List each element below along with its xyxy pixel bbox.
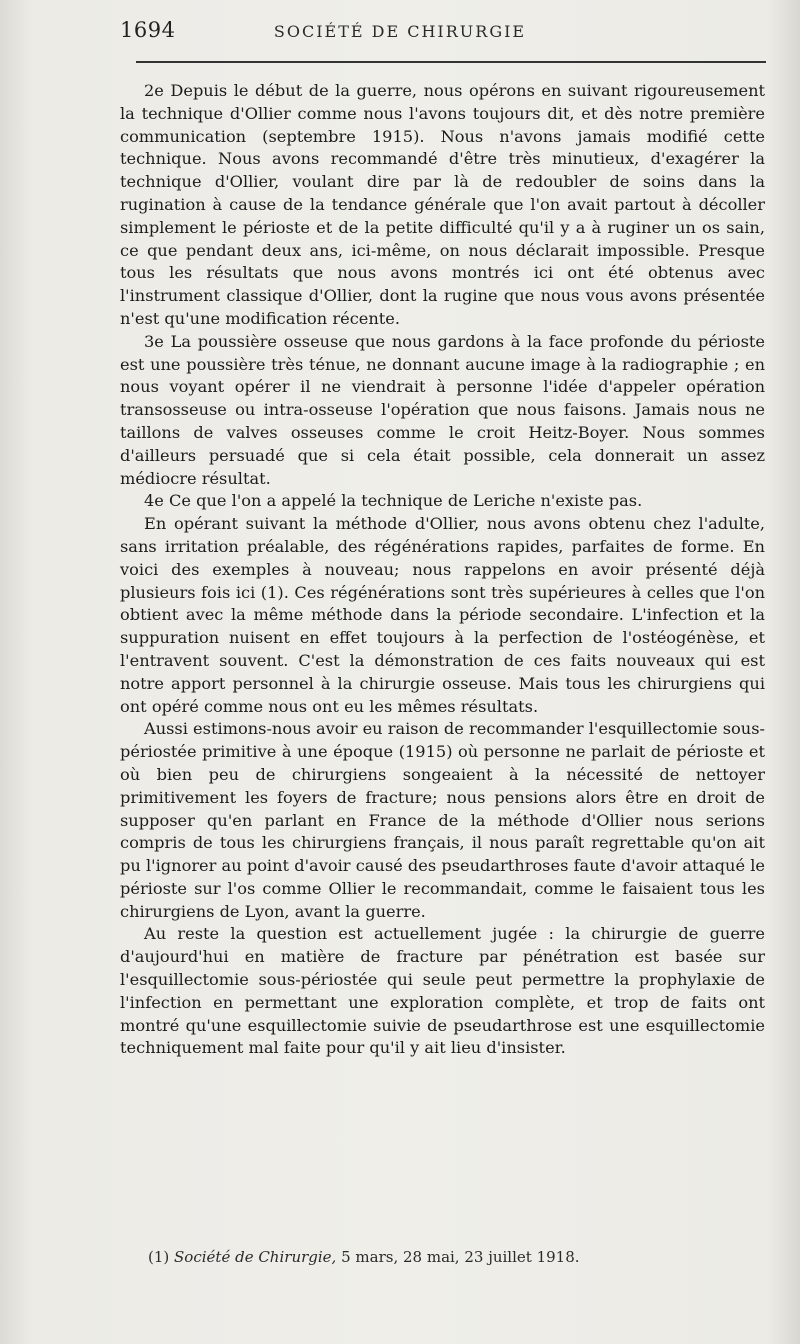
paragraph-point-2: 2e Depuis le début de la guerre, nous opérons en suivant rigoureusement la technique d'Ollier comme nous l'avons toujours dit, et dès notre première communication (septembre 1915). Nous n'avons jamais modifié cette technique. Nous avons recommandé d'être très minutieux, d'exagérer la technique d'Ollier, voulant dire par là de redoubler de soins dans la rugination à cause de la tendance générale que l'on avait partout à décoller simplement le périoste et de la petite difficulté qu'il y a à ruginer un os sain, ce que pendant deux ans, ici-même, on nous déclarait impossible. Presque tous les résultats que nous avons montrés ici ont été obtenus avec l'instrument classique d'Ollier, dont la rugine que nous vous avons présentée n'est qu'une modification récente.: [120, 81, 765, 328]
paragraph-conclusion: Au reste la question est actuellement jugée : la chirurgie de guerre d'aujourd'hui en matière de fracture par pénétration est basée sur l'esquillectomie sous-périostée qui seule peut permettre la prophylaxie de l'infection en permettant une exploration complète, et trop de faits ont montré qu'une esquillectomie suivie de pseudarthrose est une esquillectomie techniquement mal faite pour qu'il y ait lieu d'insister.: [120, 924, 765, 1058]
page-number: 1694: [120, 18, 176, 42]
footnote-marker: (1): [148, 1248, 170, 1266]
body-text: [120, 80, 765, 1060]
footnote-dates: 5 mars, 28 mai, 23 juillet 1918.: [341, 1248, 580, 1266]
header-rule: [136, 61, 766, 63]
paragraph-esquillectomie: Aussi estimons-nous avoir eu raison de recommander l'esquillectomie sous-périostée primitive à une époque (1915) où personne ne parlait de périoste et où bien peu de chirurgiens songeaient à la nécessité de nettoyer primitivement les foyers de fracture; nous pensions alors être en droit de supposer qu'en parlant en France de la méthode d'Ollier nous serions compris de tous les chirurgiens français, il nous paraît regrettable qu'on ait pu l'ignorer au point d'avoir causé des pseudarthroses faute d'avoir attaqué le périoste sur l'os comme Ollier le recommandait, comme le faisaient tous les chirurgiens de Lyon, avant la guerre.: [120, 719, 765, 921]
running-head: [0, 14, 800, 48]
paragraph-results: En opérant suivant la méthode d'Ollier, nous avons obtenu chez l'adulte, sans irritation préalable, des régénérations rapides, parfaites de forme. En voici des exemples à nouveau; nous rappelons en avoir présenté déjà plusieurs fois ici (1). Ces régénérations sont très supérieures à celles que l'on obtient avec la même méthode dans la période secondaire. L'infection et la suppuration nuisent en effet toujours à la perfection de l'ostéogénèse, et l'entravent souvent. C'est la démonstration de ces faits nouveaux qui est notre apport personnel à la chirurgie osseuse. Mais tous les chirurgiens qui ont opéré comme nous ont eu les mêmes résultats.: [120, 514, 765, 716]
footnote-journal: Société de Chirurgie,: [174, 1248, 337, 1266]
paragraph-point-4: 4e Ce que l'on a appelé la technique de Leriche n'existe pas.: [144, 491, 643, 511]
paragraph-point-3: 3e La poussière osseuse que nous gardons à la face profonde du périoste est une poussière très ténue, ne donnant aucune image à la radiographie ; en nous voyant opérer il ne viendrait à personne l'idée d'appeler opération transosseuse ou intra-osseuse l'opération que nous faisons. Jamais nous ne taillons de valves osseuses comme le croit Heitz-Boyer. Nous sommes d'ailleurs persuadé que si cela était possible, cela donnerait un assez médiocre résultat.: [120, 331, 765, 488]
journal-title: SOCIÉTÉ DE CHIRURGIE: [273, 22, 527, 41]
footnote: [148, 1248, 768, 1266]
